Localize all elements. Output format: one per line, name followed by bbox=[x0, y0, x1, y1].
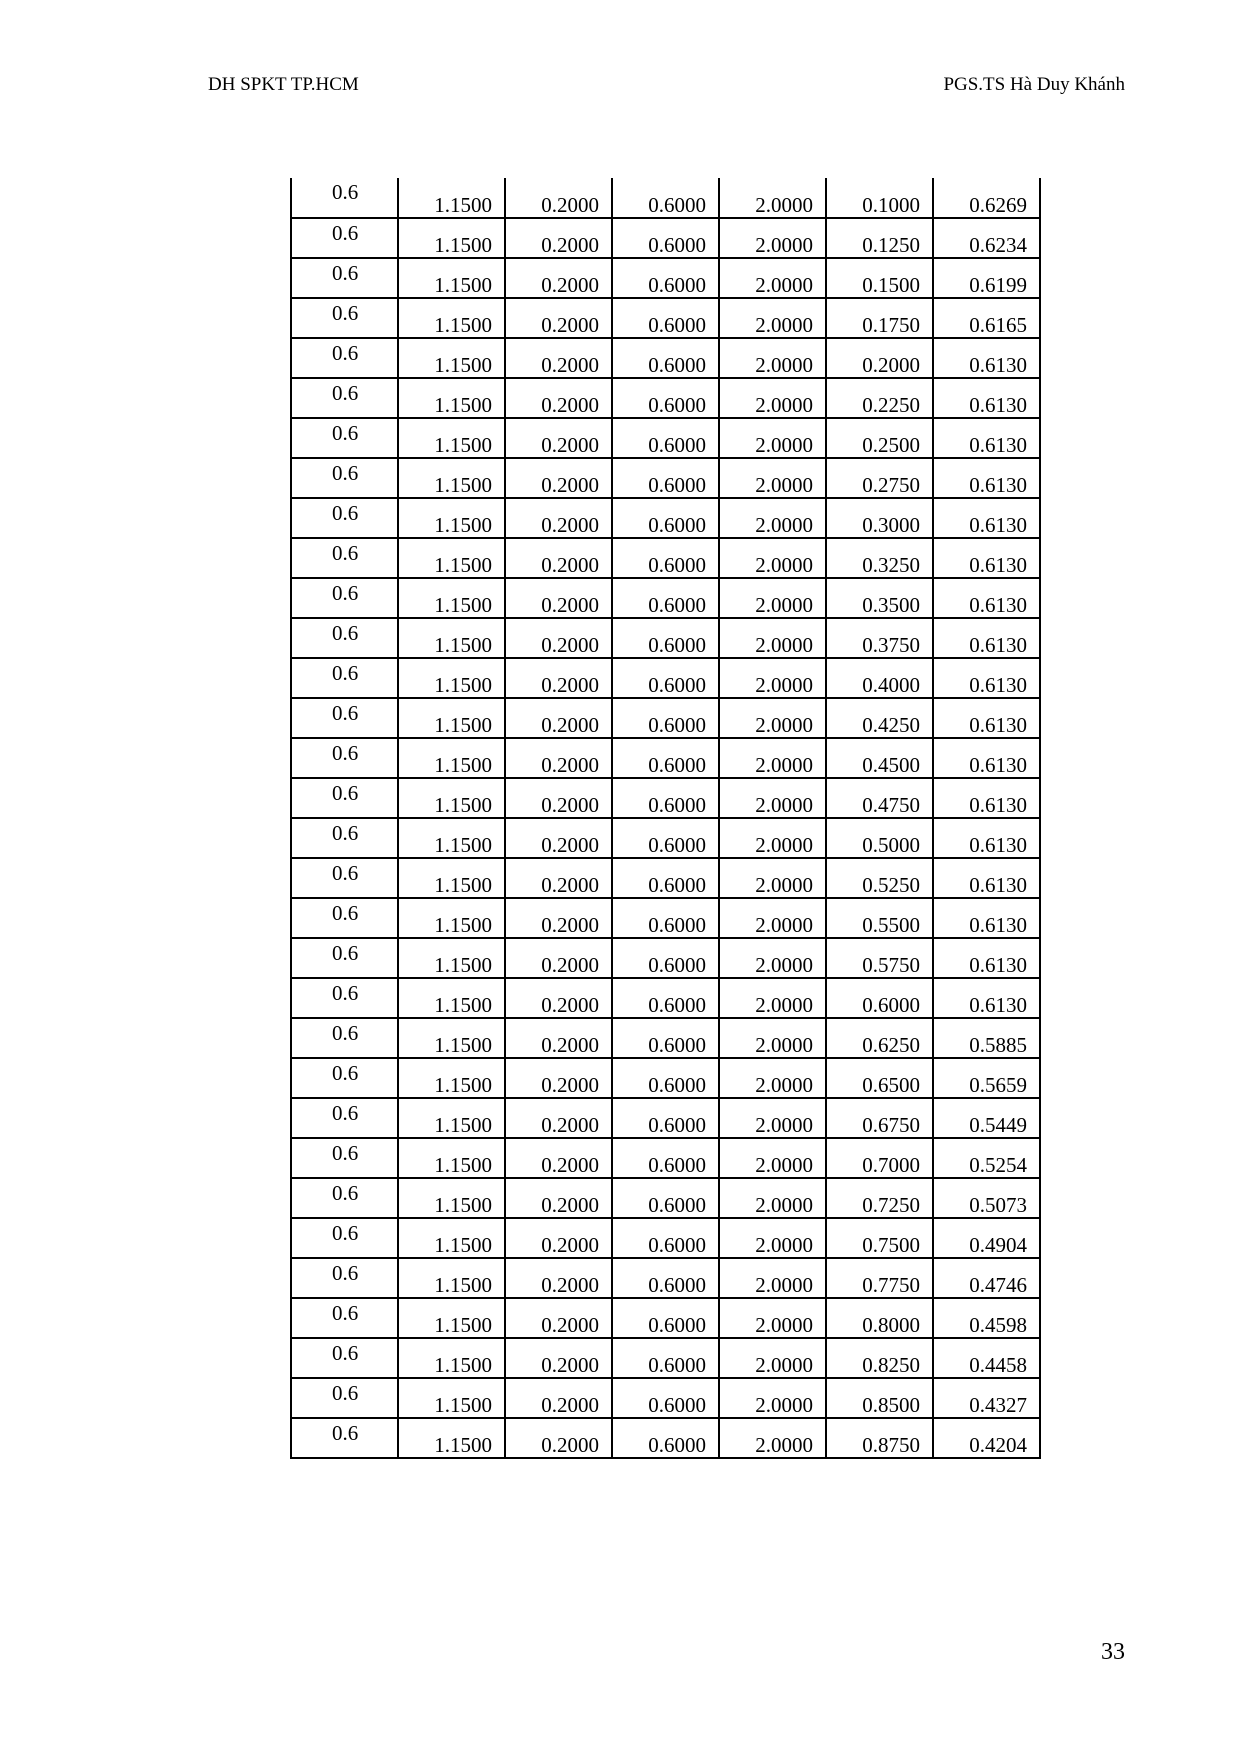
table-row bbox=[291, 858, 1040, 898]
table-cell: 0.6000 bbox=[612, 338, 719, 378]
table-cell: 1.1500 bbox=[398, 778, 505, 818]
table-cell: 0.7750 bbox=[826, 1258, 933, 1298]
table-cell: 0.5000 bbox=[826, 818, 933, 858]
table-cell: 1.1500 bbox=[398, 1218, 505, 1258]
table-row bbox=[291, 1218, 1040, 1258]
table-cell: 2.0000 bbox=[719, 338, 826, 378]
table-cell: 0.6000 bbox=[612, 938, 719, 978]
table-cell: 1.1500 bbox=[398, 1098, 505, 1138]
data-table bbox=[290, 178, 1041, 1459]
table-cell: 0.6000 bbox=[612, 738, 719, 778]
table-cell: 1.1500 bbox=[398, 538, 505, 578]
table-cell: 0.6000 bbox=[612, 498, 719, 538]
table-cell: 1.1500 bbox=[398, 578, 505, 618]
table-row bbox=[291, 298, 1040, 338]
table-cell: 0.6 bbox=[291, 698, 398, 738]
table-cell: 0.6000 bbox=[612, 858, 719, 898]
table-cell: 0.6750 bbox=[826, 1098, 933, 1138]
table-row bbox=[291, 258, 1040, 298]
table-cell: 2.0000 bbox=[719, 938, 826, 978]
table-cell: 0.2250 bbox=[826, 378, 933, 418]
table-cell: 0.2000 bbox=[505, 898, 612, 938]
table-cell: 0.6130 bbox=[933, 938, 1040, 978]
table-cell: 0.6000 bbox=[612, 178, 719, 218]
table-cell: 0.6130 bbox=[933, 698, 1040, 738]
table-cell: 0.6130 bbox=[933, 618, 1040, 658]
table-cell: 0.2000 bbox=[505, 498, 612, 538]
table-row bbox=[291, 698, 1040, 738]
table-row bbox=[291, 458, 1040, 498]
table-cell: 0.2000 bbox=[505, 458, 612, 498]
table-cell: 0.4327 bbox=[933, 1378, 1040, 1418]
table-cell: 0.5500 bbox=[826, 898, 933, 938]
table-cell: 0.6000 bbox=[612, 1218, 719, 1258]
table-cell: 0.6 bbox=[291, 178, 398, 218]
table-row bbox=[291, 1418, 1040, 1458]
table-cell: 0.6000 bbox=[612, 458, 719, 498]
table-cell: 0.6000 bbox=[612, 258, 719, 298]
table-cell: 1.1500 bbox=[398, 978, 505, 1018]
table-cell: 0.6250 bbox=[826, 1018, 933, 1058]
table-cell: 0.2000 bbox=[505, 1178, 612, 1218]
table-cell: 2.0000 bbox=[719, 618, 826, 658]
table-cell: 0.2000 bbox=[505, 738, 612, 778]
table-cell: 0.6000 bbox=[612, 1378, 719, 1418]
table-cell: 0.4458 bbox=[933, 1338, 1040, 1378]
table-cell: 1.1500 bbox=[398, 178, 505, 218]
table-body bbox=[291, 178, 1040, 1458]
table-cell: 1.1500 bbox=[398, 1258, 505, 1298]
table-cell: 0.1000 bbox=[826, 178, 933, 218]
table-cell: 0.6130 bbox=[933, 778, 1040, 818]
table-cell: 0.2000 bbox=[505, 1338, 612, 1378]
table-cell: 0.6130 bbox=[933, 858, 1040, 898]
table-cell: 2.0000 bbox=[719, 498, 826, 538]
table-cell: 0.8500 bbox=[826, 1378, 933, 1418]
table-cell: 0.3500 bbox=[826, 578, 933, 618]
table-cell: 0.1750 bbox=[826, 298, 933, 338]
table-cell: 1.1500 bbox=[398, 698, 505, 738]
table-cell: 0.4750 bbox=[826, 778, 933, 818]
table-cell: 0.2000 bbox=[505, 1018, 612, 1058]
table-cell: 0.6500 bbox=[826, 1058, 933, 1098]
table-cell: 0.6130 bbox=[933, 738, 1040, 778]
table-cell: 0.5885 bbox=[933, 1018, 1040, 1058]
table-row bbox=[291, 378, 1040, 418]
table-cell: 0.2000 bbox=[505, 818, 612, 858]
table-cell: 0.6130 bbox=[933, 378, 1040, 418]
table-cell: 0.6000 bbox=[612, 538, 719, 578]
table-cell: 0.1250 bbox=[826, 218, 933, 258]
table-cell: 0.6000 bbox=[612, 1258, 719, 1298]
table-cell: 0.2000 bbox=[505, 1218, 612, 1258]
table-cell: 0.8750 bbox=[826, 1418, 933, 1458]
table-row bbox=[291, 1338, 1040, 1378]
table-cell: 0.2000 bbox=[505, 1058, 612, 1098]
table-cell: 0.4204 bbox=[933, 1418, 1040, 1458]
table-cell: 1.1500 bbox=[398, 338, 505, 378]
header-author: PGS.TS Hà Duy Khánh bbox=[943, 74, 1125, 95]
table-cell: 0.6 bbox=[291, 1098, 398, 1138]
table-cell: 0.6 bbox=[291, 458, 398, 498]
table-cell: 2.0000 bbox=[719, 1018, 826, 1058]
table-cell: 0.6 bbox=[291, 578, 398, 618]
table-cell: 0.2000 bbox=[505, 858, 612, 898]
table-row bbox=[291, 738, 1040, 778]
table-cell: 2.0000 bbox=[719, 1338, 826, 1378]
table-cell: 0.5254 bbox=[933, 1138, 1040, 1178]
table-cell: 0.8250 bbox=[826, 1338, 933, 1378]
table-cell: 1.1500 bbox=[398, 218, 505, 258]
table-cell: 0.6000 bbox=[612, 1418, 719, 1458]
table-cell: 0.6 bbox=[291, 1178, 398, 1218]
table-cell: 1.1500 bbox=[398, 458, 505, 498]
table-cell: 0.2000 bbox=[505, 978, 612, 1018]
table-cell: 0.2000 bbox=[505, 1098, 612, 1138]
table-cell: 0.1500 bbox=[826, 258, 933, 298]
table-cell: 0.6130 bbox=[933, 458, 1040, 498]
table-row bbox=[291, 1018, 1040, 1058]
table-row bbox=[291, 578, 1040, 618]
table-cell: 0.2000 bbox=[505, 1298, 612, 1338]
table-cell: 0.6 bbox=[291, 818, 398, 858]
table-cell: 1.1500 bbox=[398, 258, 505, 298]
table-cell: 0.6 bbox=[291, 898, 398, 938]
table-cell: 0.2000 bbox=[505, 338, 612, 378]
table-cell: 1.1500 bbox=[398, 1338, 505, 1378]
table-cell: 0.6000 bbox=[612, 578, 719, 618]
table-row bbox=[291, 618, 1040, 658]
table-cell: 1.1500 bbox=[398, 378, 505, 418]
table-cell: 0.4250 bbox=[826, 698, 933, 738]
table-row bbox=[291, 538, 1040, 578]
table-cell: 0.3250 bbox=[826, 538, 933, 578]
table-cell: 0.6130 bbox=[933, 538, 1040, 578]
table-cell: 0.5750 bbox=[826, 938, 933, 978]
table-cell: 1.1500 bbox=[398, 738, 505, 778]
table-cell: 0.6 bbox=[291, 1218, 398, 1258]
table-cell: 2.0000 bbox=[719, 738, 826, 778]
table-cell: 0.6000 bbox=[612, 1018, 719, 1058]
table-cell: 0.6 bbox=[291, 1138, 398, 1178]
table-cell: 1.1500 bbox=[398, 1418, 505, 1458]
table-row bbox=[291, 778, 1040, 818]
table-cell: 2.0000 bbox=[719, 778, 826, 818]
table-cell: 0.5449 bbox=[933, 1098, 1040, 1138]
table-cell: 0.6 bbox=[291, 218, 398, 258]
table-cell: 1.1500 bbox=[398, 1178, 505, 1218]
table-cell: 1.1500 bbox=[398, 1298, 505, 1338]
table-cell: 2.0000 bbox=[719, 1058, 826, 1098]
table-cell: 0.2000 bbox=[505, 698, 612, 738]
table-cell: 2.0000 bbox=[719, 1258, 826, 1298]
table-cell: 0.6 bbox=[291, 618, 398, 658]
table-cell: 0.6 bbox=[291, 778, 398, 818]
table-cell: 2.0000 bbox=[719, 298, 826, 338]
table-cell: 0.3750 bbox=[826, 618, 933, 658]
table-cell: 0.2000 bbox=[505, 618, 612, 658]
table-row bbox=[291, 938, 1040, 978]
table-cell: 2.0000 bbox=[719, 818, 826, 858]
table-cell: 0.2000 bbox=[505, 418, 612, 458]
table-cell: 0.6 bbox=[291, 378, 398, 418]
table-cell: 0.2000 bbox=[505, 658, 612, 698]
table-cell: 0.6000 bbox=[612, 298, 719, 338]
table-cell: 1.1500 bbox=[398, 298, 505, 338]
table-cell: 0.5250 bbox=[826, 858, 933, 898]
table-cell: 1.1500 bbox=[398, 618, 505, 658]
table-cell: 0.2750 bbox=[826, 458, 933, 498]
table-cell: 1.1500 bbox=[398, 818, 505, 858]
table-row bbox=[291, 658, 1040, 698]
table-cell: 2.0000 bbox=[719, 538, 826, 578]
table-cell: 0.7500 bbox=[826, 1218, 933, 1258]
table-row bbox=[291, 1258, 1040, 1298]
table-cell: 0.6000 bbox=[612, 378, 719, 418]
table-cell: 0.6 bbox=[291, 938, 398, 978]
table-cell: 0.6000 bbox=[612, 698, 719, 738]
table-cell: 2.0000 bbox=[719, 458, 826, 498]
table-cell: 1.1500 bbox=[398, 1138, 505, 1178]
table-cell: 2.0000 bbox=[719, 258, 826, 298]
table-cell: 0.6000 bbox=[612, 898, 719, 938]
table-cell: 0.6130 bbox=[933, 578, 1040, 618]
table-cell: 2.0000 bbox=[719, 578, 826, 618]
table-cell: 0.5659 bbox=[933, 1058, 1040, 1098]
table-cell: 0.4000 bbox=[826, 658, 933, 698]
table-row bbox=[291, 418, 1040, 458]
table-cell: 0.6130 bbox=[933, 978, 1040, 1018]
table-cell: 0.6 bbox=[291, 1298, 398, 1338]
table-cell: 0.5073 bbox=[933, 1178, 1040, 1218]
table-cell: 0.2000 bbox=[505, 1138, 612, 1178]
table-cell: 0.6 bbox=[291, 498, 398, 538]
table-cell: 0.2000 bbox=[505, 298, 612, 338]
table-cell: 1.1500 bbox=[398, 418, 505, 458]
table-cell: 0.6000 bbox=[612, 818, 719, 858]
table-cell: 0.7250 bbox=[826, 1178, 933, 1218]
table-cell: 1.1500 bbox=[398, 1018, 505, 1058]
table-cell: 0.2000 bbox=[505, 258, 612, 298]
table-cell: 0.6 bbox=[291, 1258, 398, 1298]
table-cell: 2.0000 bbox=[719, 698, 826, 738]
table-cell: 0.4598 bbox=[933, 1298, 1040, 1338]
table-cell: 0.4904 bbox=[933, 1218, 1040, 1258]
table-cell: 0.6130 bbox=[933, 338, 1040, 378]
table-cell: 0.6 bbox=[291, 1058, 398, 1098]
table-cell: 2.0000 bbox=[719, 1418, 826, 1458]
table-cell: 0.6 bbox=[291, 298, 398, 338]
table-cell: 0.8000 bbox=[826, 1298, 933, 1338]
table-cell: 1.1500 bbox=[398, 658, 505, 698]
table-cell: 0.6000 bbox=[612, 418, 719, 458]
table-cell: 0.2000 bbox=[505, 1258, 612, 1298]
table-cell: 0.6000 bbox=[612, 1098, 719, 1138]
table-cell: 0.6000 bbox=[612, 618, 719, 658]
table-cell: 0.6000 bbox=[612, 1178, 719, 1218]
table-cell: 2.0000 bbox=[719, 1178, 826, 1218]
table-cell: 1.1500 bbox=[398, 1058, 505, 1098]
table-cell: 0.2000 bbox=[505, 538, 612, 578]
page-number: 33 bbox=[1101, 1639, 1125, 1665]
table-row bbox=[291, 818, 1040, 858]
table-cell: 2.0000 bbox=[719, 658, 826, 698]
table-cell: 2.0000 bbox=[719, 898, 826, 938]
table-cell: 0.6000 bbox=[612, 778, 719, 818]
header-institution: DH SPKT TP.HCM bbox=[208, 74, 359, 95]
table-cell: 0.6 bbox=[291, 538, 398, 578]
table-cell: 0.6000 bbox=[612, 218, 719, 258]
table-cell: 0.6130 bbox=[933, 498, 1040, 538]
table-cell: 0.2000 bbox=[505, 1418, 612, 1458]
table-cell: 0.4500 bbox=[826, 738, 933, 778]
table-cell: 2.0000 bbox=[719, 978, 826, 1018]
table-row bbox=[291, 1378, 1040, 1418]
table-cell: 0.6000 bbox=[612, 1138, 719, 1178]
table-cell: 0.6000 bbox=[612, 978, 719, 1018]
table-cell: 1.1500 bbox=[398, 1378, 505, 1418]
table-row bbox=[291, 338, 1040, 378]
table-cell: 0.6269 bbox=[933, 178, 1040, 218]
table-cell: 0.6000 bbox=[612, 1298, 719, 1338]
table-cell: 2.0000 bbox=[719, 378, 826, 418]
table-cell: 0.6234 bbox=[933, 218, 1040, 258]
table-cell: 0.2000 bbox=[505, 1378, 612, 1418]
table-cell: 0.6 bbox=[291, 338, 398, 378]
table-cell: 0.6130 bbox=[933, 418, 1040, 458]
table-cell: 0.2500 bbox=[826, 418, 933, 458]
table-row bbox=[291, 1098, 1040, 1138]
table-cell: 2.0000 bbox=[719, 1098, 826, 1138]
table-cell: 0.6 bbox=[291, 1018, 398, 1058]
table-cell: 2.0000 bbox=[719, 1218, 826, 1258]
table-cell: 0.6000 bbox=[612, 658, 719, 698]
table-row bbox=[291, 1058, 1040, 1098]
table-cell: 0.6199 bbox=[933, 258, 1040, 298]
table-cell: 0.6 bbox=[291, 1338, 398, 1378]
table-cell: 0.2000 bbox=[505, 218, 612, 258]
table-row bbox=[291, 1178, 1040, 1218]
table-cell: 0.2000 bbox=[505, 578, 612, 618]
table-row bbox=[291, 1298, 1040, 1338]
table-row bbox=[291, 178, 1040, 218]
table-cell: 0.4746 bbox=[933, 1258, 1040, 1298]
table-cell: 1.1500 bbox=[398, 938, 505, 978]
table-cell: 2.0000 bbox=[719, 1138, 826, 1178]
table-row bbox=[291, 498, 1040, 538]
table-cell: 2.0000 bbox=[719, 1378, 826, 1418]
table-cell: 0.7000 bbox=[826, 1138, 933, 1178]
table-cell: 0.6000 bbox=[826, 978, 933, 1018]
table-cell: 2.0000 bbox=[719, 858, 826, 898]
table-row bbox=[291, 1138, 1040, 1178]
table-cell: 0.6 bbox=[291, 1418, 398, 1458]
table-cell: 0.6130 bbox=[933, 898, 1040, 938]
table-cell: 0.6130 bbox=[933, 658, 1040, 698]
table-cell: 0.2000 bbox=[505, 378, 612, 418]
table-cell: 0.6 bbox=[291, 858, 398, 898]
table-cell: 1.1500 bbox=[398, 498, 505, 538]
table-cell: 2.0000 bbox=[719, 218, 826, 258]
table-cell: 2.0000 bbox=[719, 1298, 826, 1338]
table-cell: 0.2000 bbox=[505, 938, 612, 978]
table-cell: 2.0000 bbox=[719, 418, 826, 458]
table-cell: 0.6165 bbox=[933, 298, 1040, 338]
table-cell: 0.6 bbox=[291, 418, 398, 458]
table-cell: 0.6 bbox=[291, 658, 398, 698]
table-cell: 0.6 bbox=[291, 738, 398, 778]
table-cell: 0.6 bbox=[291, 978, 398, 1018]
table-cell: 0.6 bbox=[291, 258, 398, 298]
table-cell: 0.2000 bbox=[826, 338, 933, 378]
table-cell: 0.6000 bbox=[612, 1058, 719, 1098]
table-cell: 0.2000 bbox=[505, 178, 612, 218]
table-cell: 1.1500 bbox=[398, 898, 505, 938]
table-row bbox=[291, 218, 1040, 258]
table-cell: 0.6130 bbox=[933, 818, 1040, 858]
table-cell: 0.6 bbox=[291, 1378, 398, 1418]
table-row bbox=[291, 978, 1040, 1018]
table-cell: 0.6000 bbox=[612, 1338, 719, 1378]
table-cell: 0.3000 bbox=[826, 498, 933, 538]
table-cell: 1.1500 bbox=[398, 858, 505, 898]
table-row bbox=[291, 898, 1040, 938]
table-cell: 0.2000 bbox=[505, 778, 612, 818]
table-cell: 2.0000 bbox=[719, 178, 826, 218]
